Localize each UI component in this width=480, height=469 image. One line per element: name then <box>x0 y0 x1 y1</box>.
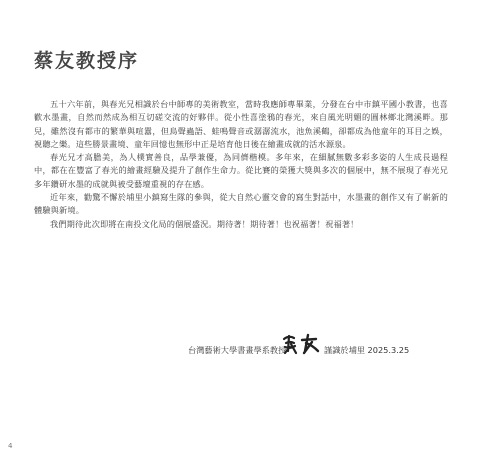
page-number: 4 <box>8 442 13 450</box>
signature-closing: 謹識於埔里 2025.3.25 <box>324 345 410 355</box>
paragraph-4: 我們期待此次即將在南投文化局的個展盛況。期待著！期待著！也祝福著！祝福著！ <box>50 218 359 229</box>
page-title: 蔡友教授序 <box>34 50 140 72</box>
handwritten-signature <box>280 331 322 357</box>
paragraph-2: 春光兄才高膽美，為人樸實善良，品學兼優，為同儕楷模。多年來，在細膩無數多彩多姿的人生成長過程中，都在在豐富了春光的繪畫經驗及提升了創作生命力。從比賽的榮獲大獎與多次的個展中，無不展現了春光兄多年鑽研水墨的成就與被受藝壇重視的存在感。 <box>34 152 448 189</box>
paragraph-1: 五十六年前，與春光兄相識於台中師專的美術教室，當時我應師專畢業，分發在台中市鎮平國小教書，也喜歡水墨畫，自然而然成為相互切磋交流的好夥伴。從小性喜塗鴉的春光，來自風光明媚的圓林鄉北灣溪畔。那兒，雖然沒有都市的繁華與喧囂，但鳥聲蟲語、蛙鳴聲音或潺潺流水，池魚溪鶴，卻都成為他童年的耳目之娛，視聽之樂。這些勝景畫境、童年回憶也無形中正是培育他日後在繪畫成就的活水源泉。 <box>34 99 448 149</box>
paragraph-3: 近年來，勸驚不懈於埔里小鎮寫生隊的參與，從大自然心靈交會的寫生對話中，水墨畫的創作又有了嶄新的體驗與新境。 <box>34 192 448 216</box>
preface-body <box>34 98 448 231</box>
signature-affiliation: 台灣藝術大學書畫學系教授 <box>188 345 287 355</box>
